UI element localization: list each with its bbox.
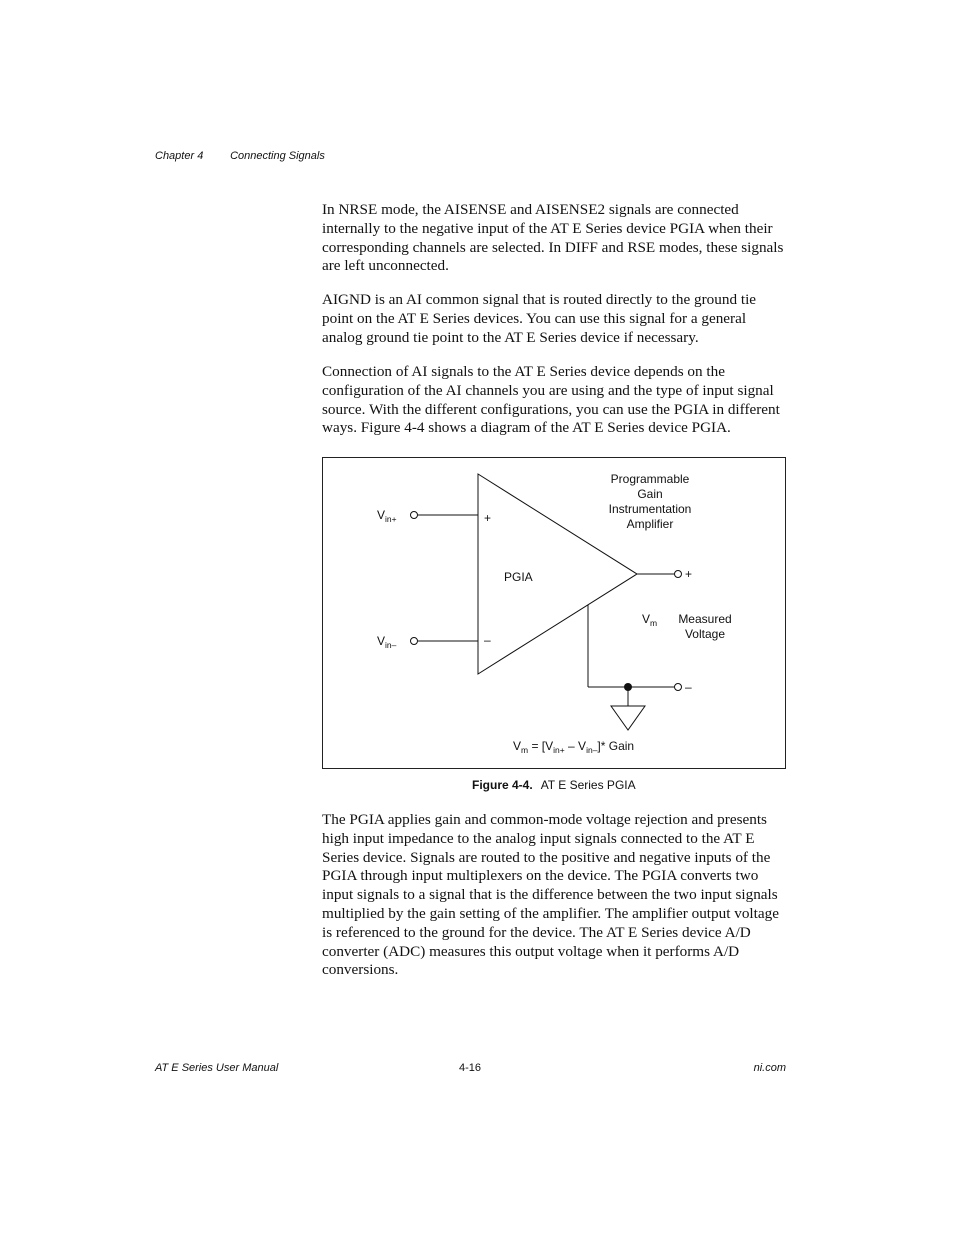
vm-label: $V_m$ [642,612,658,628]
ground-symbol [611,706,645,730]
output-minus-sign: – [685,680,692,694]
chapter-title: Connecting Signals [230,150,325,162]
pgia-diagram [322,457,786,769]
measured-label-line-1: Measured [678,612,732,626]
measured-label-line-2: Voltage [684,627,726,641]
output-plus-sign: + [685,567,693,581]
paragraph-ai-connection: Connection of AI signals to the AT E Series device depends on the configuration of the AI channels you are using and the type of input signal source. With the different configurations, you can use the PGIA in different ways. Figure 4-4 shows a diagram of the AT E Series device PGIA. [322,363,780,437]
input-plus-sign: + [484,511,492,525]
paragraph-nrse-mode: In NRSE mode, the AISENSE and AISENSE2 signals are connected internally to the negative input of the AT E Series device PGIA when their corresponding channels are selected. In DIFF and RSE modes, these signals are left unconnected. [322,201,784,275]
amp-label-line-2: Gain [637,487,663,501]
output-minus-terminal [675,684,682,691]
paragraph-aignd: AIGND is an AI common signal that is routed directly to the ground tie point on the AT E Series devices. You can use this signal for a general analog ground tie point to the AT E Series device if necessary. [322,291,757,346]
vin-plus-terminal [411,512,418,519]
footer-manual-title: AT E Series User Manual [155,1062,279,1074]
figure-caption [472,778,636,792]
footer-website: ni.com [753,1062,786,1074]
figure-number: Figure 4-4. [472,778,533,792]
pgia-label: PGIA [504,570,533,584]
amp-label-line-1: Programmable [610,472,690,486]
vin-plus-label: $V_{in+}$ [377,508,397,524]
pgia-schematic [323,458,785,768]
paragraph-pgia-function: The PGIA applies gain and common-mode voltage rejection and presents high input impedance to the analog input signals connected to the AT E Series device. Signals are routed to the positive and negative inputs of the PGIA through input multiplexers on the device. The PGIA converts two input signals to a signal that is the difference between the two input signals multiplied by the gain setting of the amplifier. The amplifier output voltage is referenced to the ground for the device. The AT E Series device A/D converter (ADC) measures this output voltage when it performs A/D conversions. [322,811,779,979]
gain-formula: $V_m = [V_{in+} - V_{in-}]*$ Gain [513,739,635,755]
footer-page-number: 4-16 [459,1062,482,1074]
vin-minus-label: $V_{in-}$ [377,634,397,650]
amp-label-line-3: Instrumentation [608,502,692,516]
chapter-label: Chapter 4 [155,150,204,162]
figure-title: AT E Series PGIA [540,778,636,792]
output-plus-terminal [675,571,682,578]
vin-minus-terminal [411,638,418,645]
input-minus-sign: – [484,633,491,647]
amp-label-line-4: Amplifier [626,517,674,531]
running-header [155,150,325,162]
